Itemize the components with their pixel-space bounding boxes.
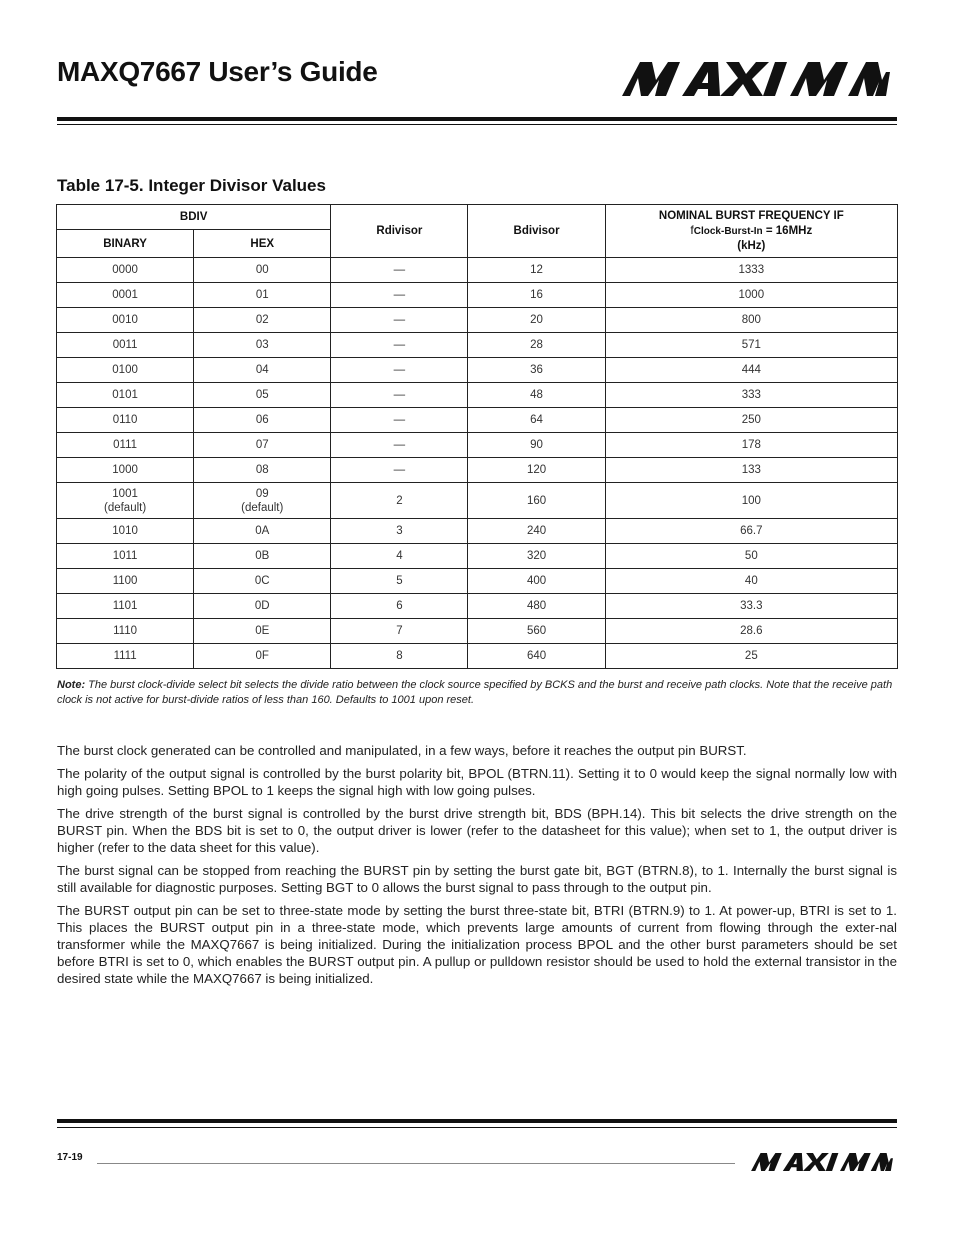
table-row bbox=[57, 308, 898, 333]
cell-rdivisor bbox=[331, 408, 468, 433]
cell-binary bbox=[57, 483, 194, 519]
cell-rdivisor-value: 4 bbox=[396, 550, 403, 562]
cell-hex-default-label: (default) bbox=[241, 501, 284, 514]
cell-binary bbox=[57, 619, 194, 644]
cell-frequency bbox=[605, 333, 897, 358]
body-paragraph: The burst clock generated can be controlled and manipulated, in a few ways, before it reaches the output pin BURST. bbox=[57, 743, 747, 758]
cell-frequency bbox=[605, 644, 897, 669]
cell-rdivisor-value: — bbox=[393, 289, 406, 301]
body-paragraph: The polarity of the output signal is controlled by the burst polarity bit, BPOL (BTRN.11). Setting it to 0 would keep the signal normally low with high going pulses. Setting BPOL to 1 keeps the signal high with low going pulses. bbox=[57, 766, 897, 798]
freq-header-f: f bbox=[690, 223, 694, 237]
cell-bdivisor bbox=[468, 644, 605, 669]
cell-binary bbox=[57, 644, 194, 669]
cell-frequency bbox=[605, 544, 897, 569]
cell-binary bbox=[57, 383, 194, 408]
cell-bdivisor bbox=[468, 594, 605, 619]
table-row bbox=[57, 408, 898, 433]
cell-rdivisor-value: — bbox=[393, 339, 406, 351]
cell-bdivisor bbox=[468, 458, 605, 483]
cell-bdivisor-value: 16 bbox=[530, 289, 543, 301]
cell-bdivisor bbox=[468, 569, 605, 594]
cell-rdivisor bbox=[331, 333, 468, 358]
cell-hex bbox=[194, 308, 331, 333]
cell-binary bbox=[57, 308, 194, 333]
cell-bdivisor-value: 12 bbox=[530, 264, 543, 276]
cell-bdivisor bbox=[468, 519, 605, 544]
cell-rdivisor-value: 6 bbox=[396, 600, 403, 612]
cell-frequency-value: 800 bbox=[741, 314, 761, 326]
cell-rdivisor-value: 5 bbox=[396, 575, 403, 587]
cell-binary-value: 1001 bbox=[112, 487, 138, 500]
cell-frequency-value: 50 bbox=[744, 550, 758, 562]
cell-binary-value: 0001 bbox=[112, 289, 138, 301]
cell-frequency bbox=[605, 308, 897, 333]
cell-frequency bbox=[605, 619, 897, 644]
cell-hex bbox=[194, 594, 331, 619]
maxim-logo-icon bbox=[622, 62, 890, 96]
cell-rdivisor bbox=[331, 594, 468, 619]
cell-bdivisor-value: 64 bbox=[530, 414, 543, 426]
cell-rdivisor bbox=[331, 433, 468, 458]
cell-rdivisor bbox=[331, 644, 468, 669]
cell-rdivisor-value: — bbox=[393, 264, 406, 276]
cell-hex-value: 02 bbox=[255, 314, 269, 326]
header-nominal-frequency bbox=[605, 205, 897, 258]
cell-hex bbox=[194, 483, 331, 519]
cell-rdivisor bbox=[331, 383, 468, 408]
cell-binary-value: 0101 bbox=[112, 389, 138, 401]
cell-binary-value: 0100 bbox=[112, 364, 138, 376]
table-row bbox=[57, 258, 898, 283]
header-hex: HEX bbox=[194, 230, 331, 258]
cell-bdivisor-value: 400 bbox=[526, 575, 547, 587]
cell-rdivisor bbox=[331, 569, 468, 594]
table-row bbox=[57, 383, 898, 408]
cell-binary-value: 1100 bbox=[112, 575, 138, 587]
cell-binary-default-label: (default) bbox=[103, 501, 147, 514]
cell-frequency bbox=[605, 569, 897, 594]
cell-bdivisor bbox=[468, 308, 605, 333]
table-note bbox=[57, 678, 897, 708]
footer-rule-thin bbox=[57, 1127, 897, 1128]
cell-binary-value: 1101 bbox=[112, 600, 138, 612]
cell-binary bbox=[57, 283, 194, 308]
cell-binary-value: 1000 bbox=[112, 464, 138, 476]
cell-binary bbox=[57, 408, 194, 433]
cell-rdivisor-value: 7 bbox=[396, 625, 403, 637]
table-title: Table 17-5. Integer Divisor Values bbox=[57, 176, 326, 195]
cell-binary-value: 0010 bbox=[112, 314, 138, 326]
cell-rdivisor-value: 3 bbox=[396, 525, 403, 537]
cell-bdivisor bbox=[468, 408, 605, 433]
cell-hex bbox=[194, 333, 331, 358]
freq-header-line2 bbox=[606, 223, 897, 239]
cell-frequency bbox=[605, 283, 897, 308]
cell-frequency-value: 66.7 bbox=[740, 525, 763, 537]
cell-rdivisor-value: 2 bbox=[396, 494, 403, 507]
cell-frequency bbox=[605, 433, 897, 458]
cell-rdivisor bbox=[331, 283, 468, 308]
cell-rdivisor bbox=[331, 458, 468, 483]
cell-binary bbox=[57, 458, 194, 483]
cell-frequency bbox=[605, 458, 897, 483]
cell-bdivisor-value: 320 bbox=[526, 550, 547, 562]
cell-hex bbox=[194, 458, 331, 483]
cell-bdivisor-value: 640 bbox=[526, 650, 547, 662]
cell-bdivisor-value: 48 bbox=[530, 389, 543, 401]
cell-frequency-value: 250 bbox=[741, 414, 761, 426]
cell-frequency-value: 33.3 bbox=[740, 600, 763, 612]
cell-binary bbox=[57, 433, 194, 458]
table-row bbox=[57, 569, 898, 594]
table-row bbox=[57, 619, 898, 644]
freq-header-line1: NOMINAL BURST FREQUENCY IF bbox=[658, 210, 844, 222]
cell-hex-value: 03 bbox=[255, 339, 269, 351]
cell-rdivisor-value: 8 bbox=[396, 650, 403, 662]
cell-rdivisor-value: — bbox=[393, 464, 406, 476]
cell-hex bbox=[194, 519, 331, 544]
header-rule-thin bbox=[57, 124, 897, 125]
cell-hex bbox=[194, 258, 331, 283]
table-row bbox=[57, 358, 898, 383]
header-binary: BINARY bbox=[57, 230, 194, 258]
table-body bbox=[57, 258, 898, 669]
page-number: 17-19 bbox=[57, 1152, 83, 1163]
cell-frequency-value: 178 bbox=[741, 439, 761, 451]
cell-binary bbox=[57, 569, 194, 594]
cell-bdivisor-value: 28 bbox=[530, 339, 543, 351]
cell-rdivisor-value: — bbox=[393, 364, 406, 376]
cell-hex bbox=[194, 433, 331, 458]
cell-rdivisor bbox=[331, 619, 468, 644]
cell-bdivisor bbox=[468, 544, 605, 569]
header-rule-thick bbox=[57, 117, 897, 121]
cell-bdivisor-value: 480 bbox=[526, 600, 547, 612]
cell-frequency bbox=[605, 408, 897, 433]
cell-bdivisor bbox=[468, 619, 605, 644]
cell-hex-value: 00 bbox=[255, 264, 269, 276]
note-label: Note: bbox=[57, 679, 86, 691]
cell-frequency bbox=[605, 519, 897, 544]
cell-hex bbox=[194, 569, 331, 594]
header-rdivisor: Rdivisor bbox=[331, 205, 468, 258]
cell-bdivisor bbox=[468, 483, 605, 519]
cell-frequency-value: 444 bbox=[741, 364, 761, 376]
cell-frequency-value: 28.6 bbox=[740, 625, 763, 637]
cell-frequency bbox=[605, 383, 897, 408]
table-row bbox=[57, 544, 898, 569]
cell-bdivisor bbox=[468, 358, 605, 383]
cell-hex-value: 06 bbox=[255, 414, 269, 426]
cell-bdivisor-value: 560 bbox=[526, 625, 547, 637]
header-bdiv: BDIV bbox=[57, 205, 331, 230]
cell-frequency-value: 571 bbox=[741, 339, 761, 351]
cell-hex-value: 09 bbox=[255, 487, 269, 500]
table-row bbox=[57, 644, 898, 669]
note-text: The burst clock-divide select bit selects the divide ratio between the clock source specified by BCKS and the burst and receive path clocks. Note that the receive path clock is not active for burst-divide ratios of less than 160. Defaults to 1001 upon reset. bbox=[57, 679, 893, 706]
cell-frequency-value: 333 bbox=[741, 389, 761, 401]
cell-binary-value: 1011 bbox=[112, 550, 138, 562]
cell-rdivisor-value: — bbox=[393, 314, 406, 326]
cell-binary-value: 1010 bbox=[112, 525, 138, 537]
cell-rdivisor-value: — bbox=[393, 414, 406, 426]
cell-hex-value: 08 bbox=[255, 464, 269, 476]
body-paragraph: The burst signal can be stopped from reaching the BURST pin by setting the burst gate bit, BGT (BTRN.8), to 1. Internally the burst signal is still available for diagnostic purposes. Setting BGT to 0 allows the burst signal to pass through to the output pin. bbox=[57, 863, 897, 895]
cell-rdivisor bbox=[331, 519, 468, 544]
cell-hex-value: 0E bbox=[255, 625, 270, 637]
cell-frequency-value: 1000 bbox=[738, 289, 765, 301]
cell-frequency bbox=[605, 594, 897, 619]
table-row bbox=[57, 433, 898, 458]
cell-bdivisor-value: 160 bbox=[526, 494, 547, 507]
table-row bbox=[57, 594, 898, 619]
cell-bdivisor bbox=[468, 383, 605, 408]
cell-hex-value: 0D bbox=[254, 600, 270, 612]
cell-bdivisor bbox=[468, 333, 605, 358]
cell-rdivisor-value: — bbox=[393, 389, 406, 401]
body-paragraph: The drive strength of the burst signal is controlled by the burst drive strength bit, BDS (BPH.14). This bit selects the drive strength on the BURST pin. When the BDS bit is set to 0, the output driver is lower (refer to the datasheet for this value); when set to 1, the output driver is higher (refer to the data sheet for this value). bbox=[57, 806, 897, 855]
cell-bdivisor-value: 36 bbox=[530, 364, 543, 376]
cell-binary-value: 1111 bbox=[113, 650, 137, 662]
cell-bdivisor bbox=[468, 433, 605, 458]
freq-header-unit: (kHz) bbox=[737, 240, 766, 252]
cell-binary-value: 0011 bbox=[112, 339, 138, 351]
cell-hex bbox=[194, 408, 331, 433]
cell-binary bbox=[57, 519, 194, 544]
table-row bbox=[57, 458, 898, 483]
table-row bbox=[57, 519, 898, 544]
cell-hex-value: 0A bbox=[255, 525, 270, 537]
table-row bbox=[57, 333, 898, 358]
cell-bdivisor-value: 240 bbox=[526, 525, 547, 537]
cell-rdivisor bbox=[331, 358, 468, 383]
cell-binary bbox=[57, 594, 194, 619]
cell-binary-value: 0110 bbox=[112, 414, 138, 426]
cell-frequency-value: 25 bbox=[744, 650, 758, 662]
cell-bdivisor-value: 20 bbox=[530, 314, 543, 326]
maxim-logo-small-icon bbox=[750, 1153, 894, 1171]
cell-binary bbox=[57, 544, 194, 569]
cell-rdivisor-value: — bbox=[393, 439, 406, 451]
cell-hex bbox=[194, 358, 331, 383]
footer-line bbox=[97, 1163, 735, 1164]
cell-frequency-value: 40 bbox=[744, 575, 758, 587]
cell-frequency bbox=[605, 358, 897, 383]
cell-frequency-value: 100 bbox=[741, 494, 761, 507]
table-row bbox=[57, 483, 898, 519]
cell-binary bbox=[57, 358, 194, 383]
table-row bbox=[57, 283, 898, 308]
cell-bdivisor bbox=[468, 283, 605, 308]
cell-hex-value: 07 bbox=[255, 439, 269, 451]
cell-hex bbox=[194, 619, 331, 644]
cell-hex-value: 0C bbox=[254, 575, 270, 587]
cell-rdivisor bbox=[331, 544, 468, 569]
cell-frequency-value: 1333 bbox=[738, 264, 765, 276]
footer-rule-thick bbox=[57, 1119, 897, 1123]
body-text bbox=[57, 742, 897, 993]
cell-hex bbox=[194, 644, 331, 669]
cell-binary-value: 1110 bbox=[113, 625, 138, 637]
cell-hex-value: 0F bbox=[255, 650, 269, 662]
cell-binary bbox=[57, 333, 194, 358]
cell-bdivisor-value: 90 bbox=[530, 439, 543, 451]
cell-hex-value: 04 bbox=[255, 364, 269, 376]
cell-frequency bbox=[605, 258, 897, 283]
cell-hex bbox=[194, 544, 331, 569]
cell-hex-value: 01 bbox=[255, 289, 269, 301]
header-bdivisor: Bdivisor bbox=[468, 205, 605, 258]
freq-header-subscript: Clock-Burst-In bbox=[693, 226, 763, 237]
cell-rdivisor bbox=[331, 483, 468, 519]
cell-bdivisor-value: 120 bbox=[526, 464, 547, 476]
cell-frequency-value: 133 bbox=[741, 464, 761, 476]
cell-hex-value: 05 bbox=[255, 389, 269, 401]
cell-hex bbox=[194, 283, 331, 308]
cell-rdivisor bbox=[331, 308, 468, 333]
cell-binary-value: 0111 bbox=[113, 439, 138, 451]
freq-header-equals: = 16MHz bbox=[762, 225, 813, 237]
document-title: MAXQ7667 User’s Guide bbox=[57, 56, 378, 87]
cell-hex-value: 0B bbox=[255, 550, 270, 562]
cell-binary-value: 0000 bbox=[112, 264, 138, 276]
body-paragraph: The BURST output pin can be set to three-state mode by setting the burst three-state bit, BTRI (BTRN.9) to 1. At power-up, BTRI is set to 1. This places the BURST output pin in a three-state mode, which prevents large amounts of current from flowing through the exter-nal transformer while the MAXQ7667 is being initialized. During the initialization process BPOL and the other burst parameters should be set before BTRI is set to 0, which enables the BURST output pin. A pullup or pulldown resistor should be used to hold the external transistor in the desired state while the MAXQ7667 is being initialized. bbox=[57, 903, 897, 986]
cell-hex bbox=[194, 383, 331, 408]
cell-binary bbox=[57, 258, 194, 283]
cell-bdivisor bbox=[468, 258, 605, 283]
integer-divisor-table bbox=[56, 204, 898, 669]
cell-rdivisor bbox=[331, 258, 468, 283]
cell-frequency bbox=[605, 483, 897, 519]
